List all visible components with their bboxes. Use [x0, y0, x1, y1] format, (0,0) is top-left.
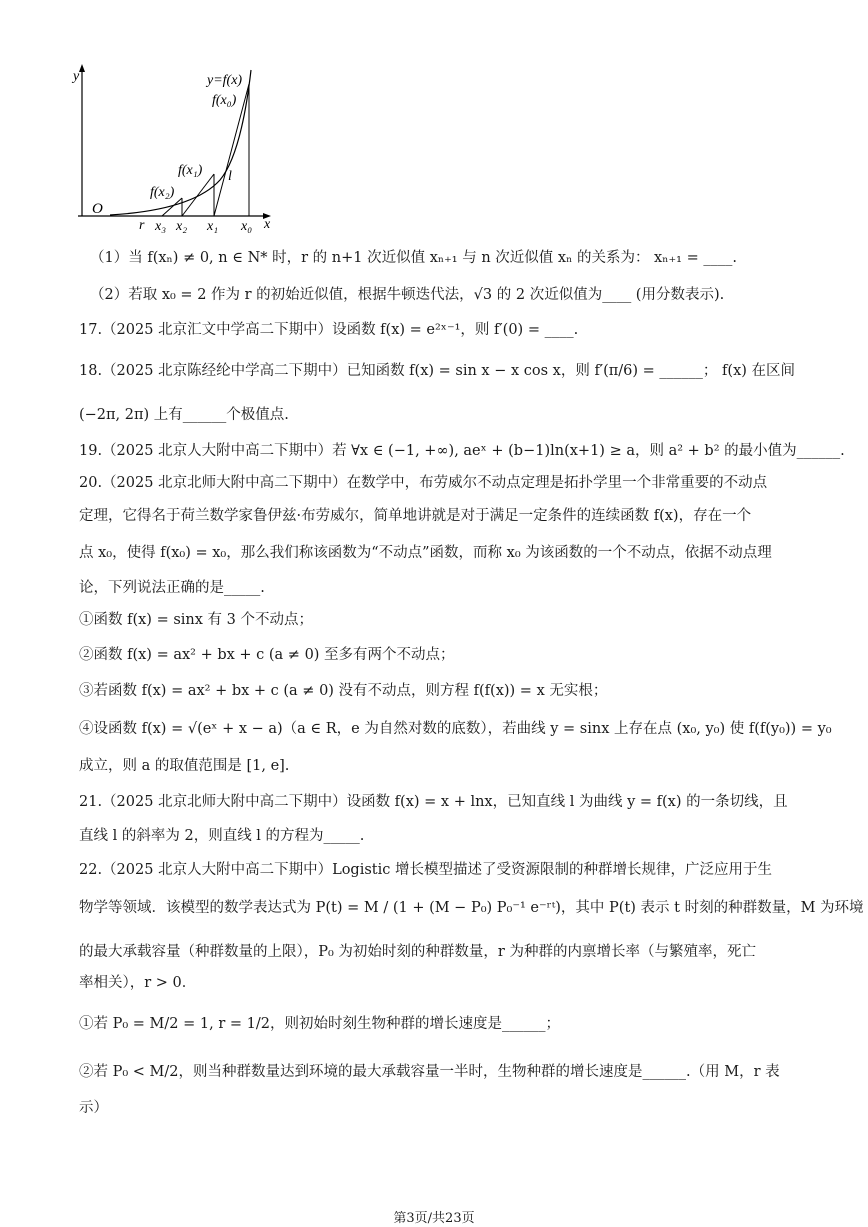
tangent-at-x1: [182, 174, 214, 216]
tick-x2: x₂: [176, 219, 188, 234]
q20-line2: 定理，它得名于荷兰数学家鲁伊兹·布劳威尔，简单地讲就是对于满足一定条件的连续函数 f(x)，存在一个: [79, 508, 752, 524]
q22-line2: 物学等领域．该模型的数学表达式为 P(t) = M / (1 + (M − P₀) P₀⁻¹ e⁻ʳᵗ)，其中 P(t) 表示 t 时刻的种群数量，M 为环境: [79, 900, 864, 916]
q18-line2: (−2π, 2π) 上有______个极值点.: [79, 407, 289, 423]
f-x0-label: f(x₀): [212, 93, 237, 108]
q20-line3: 点 x₀，使得 f(x₀) = x₀，那么我们称该函数为“不动点”函数，而称 x₀ 为该函数的一个不动点，依据不动点理: [79, 545, 772, 561]
q22-sub2: ②若 P₀ < M/2，则当种群数量达到环境的最大承载容量一半时，生物种群的增长速度是______.（用 M，r 表: [79, 1064, 780, 1080]
q19: 19.（2025 北京人大附中高二下期中）若 ∀x ∈ (−1, +∞), aeˣ + (b−1)ln(x+1) ≥ a，则 a² + b² 的最小值为______.: [79, 443, 845, 459]
f-x1-label: f(x₁): [178, 163, 203, 178]
q20-option4: ④设函数 f(x) = √(eˣ + x − a)（a ∈ R，e 为自然对数的底数），若曲线 y = sinx 上存在点 (x₀, y₀) 使 f(f(y₀)) = y₀: [79, 721, 832, 737]
curve-label: y=f(x): [207, 73, 243, 88]
q22-sub2-cont: 示）: [79, 1100, 108, 1116]
q22-sub1: ①若 P₀ = M/2 = 1, r = 1/2，则初始时刻生物种群的增长速度是______；: [79, 1016, 560, 1032]
q20-line1: 20.（2025 北京北师大附中高二下期中）在数学中，布劳威尔不动点定理是拓扑学里一个非常重要的不动点: [79, 475, 768, 491]
q16-part1: （1）当 f(xₙ) ≠ 0, n ∈ N* 时，r 的 n+1 次近似值 xₙ₊₁ 与 n 次近似值 xₙ 的关系为： xₙ₊₁ = ____.: [90, 250, 737, 266]
q16-part2: （2）若取 x₀ = 2 作为 r 的初始近似值，根据牛顿迭代法，√3 的 2 次近似值为____ (用分数表示).: [90, 287, 725, 303]
q20-option2: ②函数 f(x) = ax² + bx + c (a ≠ 0) 至多有两个不动点；: [79, 647, 455, 663]
q20-option4-cont: 成立，则 a 的取值范围是 [1, e].: [79, 758, 290, 774]
axis-y-label: y: [73, 69, 80, 84]
q20-option1: ①函数 f(x) = sinx 有 3 个不动点；: [79, 612, 313, 628]
y-axis-arrow: [79, 64, 85, 72]
tick-x1: x₁: [207, 219, 219, 234]
q22-line4: 率相关），r > 0．: [79, 975, 197, 991]
tangent-l-label: l: [228, 169, 232, 184]
origin-label: O: [92, 201, 103, 217]
q22-line3: 的最大承载容量（种群数量的上限），P₀ 为初始时刻的种群数量，r 为种群的内禀增长率（与繁殖率，死亡: [79, 944, 756, 960]
q18-line1: 18.（2025 北京陈经纶中学高二下期中）已知函数 f(x) = sin x − x cos x，则 f′(π/6) = ______； f(x) 在区间: [79, 363, 796, 379]
q20-line4: 论，下列说法正确的是_____.: [79, 580, 265, 596]
axis-x-label: x: [264, 217, 271, 232]
q21-line2: 直线 l 的斜率为 2，则直线 l 的方程为_____.: [79, 828, 365, 844]
q22-line1: 22.（2025 北京人大附中高二下期中）Logistic 增长模型描述了受资源限制的种群增长规律，广泛应用于生: [79, 862, 772, 878]
tick-x0: x₀: [241, 219, 253, 234]
curve-f: [110, 70, 251, 215]
tick-x3: x₃: [155, 219, 167, 234]
f-x2-label: f(x₂): [150, 185, 175, 200]
page-footer: 第3页/共23页: [393, 1211, 475, 1226]
tick-r: r: [139, 218, 145, 233]
q21-line1: 21.（2025 北京北师大附中高二下期中）设函数 f(x) = x + lnx，已知直线 l 为曲线 y = f(x) 的一条切线，且: [79, 794, 788, 810]
newton-method-figure: [70, 62, 280, 237]
q17: 17.（2025 北京汇文中学高二下期中）设函数 f(x) = e²ˣ⁻¹，则 f′(0) = ____.: [79, 322, 579, 338]
q20-option3: ③若函数 f(x) = ax² + bx + c (a ≠ 0) 没有不动点，则方程 f(f(x)) = x 无实根；: [79, 683, 608, 699]
